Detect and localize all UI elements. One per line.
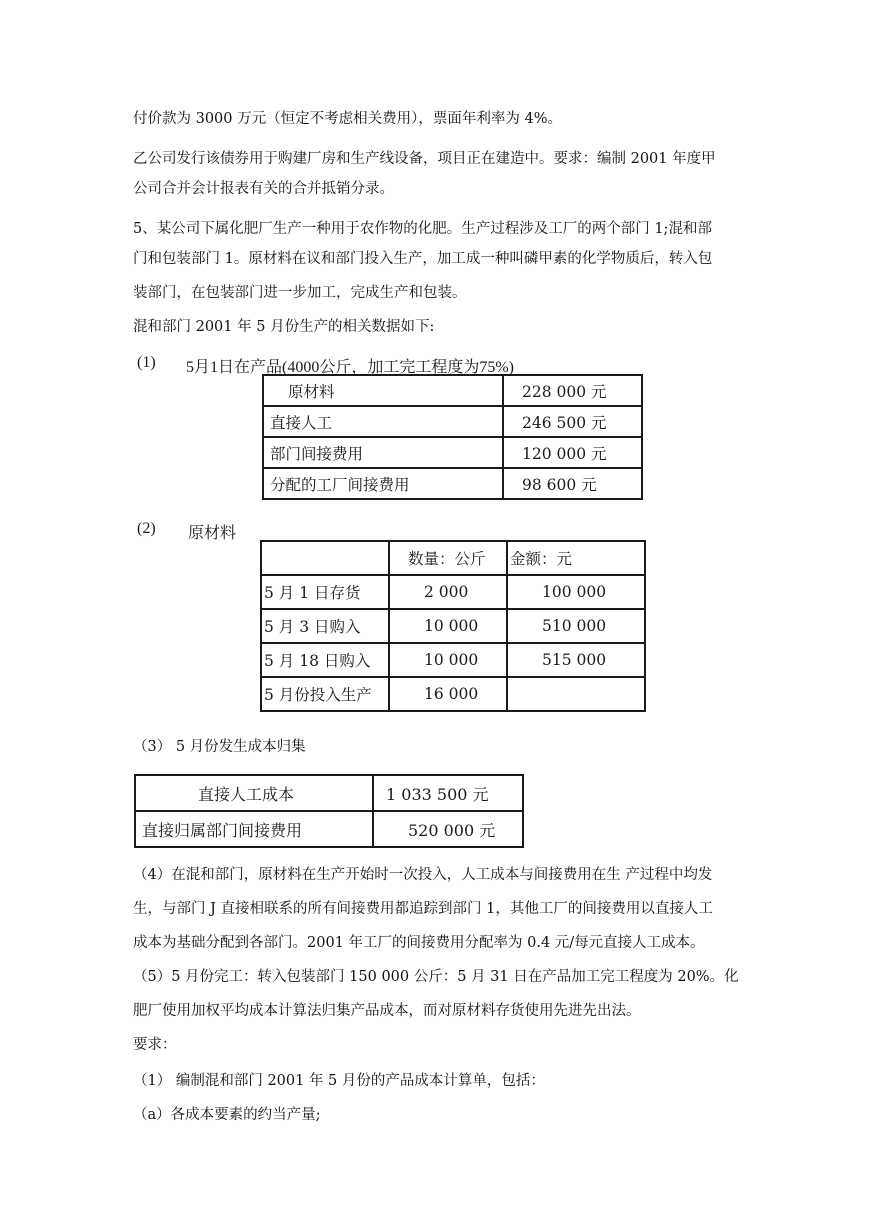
paragraph-item4-line2: 生，与部门 J 直接相联系的所有间接费用都追踪到部门 1，其他工厂的间接费用以直接人工 [133, 901, 713, 917]
table-cell-qty: 16 000 [389, 677, 507, 711]
table-header-cell: 数量：公斤 [389, 541, 507, 575]
table-header-cell: 金额：元 [507, 541, 645, 575]
table-cell-amount [507, 677, 645, 711]
table-cell-qty: 10 000 [389, 643, 507, 677]
paragraph-item4-line1: （4）在混和部门，原材料在生产开始时一次投入，人工成本与间接费用在生 产过程中均发 [133, 867, 713, 883]
table-cell-qty: 10 000 [389, 609, 507, 643]
table-cell-amount: 515 000 [507, 643, 645, 677]
table-row [135, 775, 523, 811]
table-cell-value: 1 033 500 元 [373, 775, 523, 811]
table-cell-value: 98 600 元 [503, 468, 642, 499]
table-cell-label: 5 月 3 日购入 [261, 609, 389, 643]
table-cell-value: 520 000 元 [373, 811, 523, 847]
paragraph-payment: 付价款为 3000 万元（恒定不考虑相关费用），票面年利率为 4%。 [133, 111, 562, 127]
table-cell-amount: 100 000 [507, 575, 645, 609]
section1-number: (1) [137, 354, 156, 371]
paragraph-item5-line1: （5）5 月份完工：转入包装部门 150 000 公斤：5 月 31 日在产品加工完工程度为 20%。化 [133, 969, 739, 985]
section3-heading: （3） 5 月份发生成本归集 [133, 739, 306, 755]
table-cell-label: 直接人工成本 [135, 775, 373, 811]
section2-title: 原材料 [188, 525, 237, 542]
section1-title: 5月1日在产品(4000公斤，加工完工程度为75%) [186, 359, 514, 376]
table-row [261, 575, 645, 609]
paragraph-item4-line3: 成本为基础分配到各部门。2001 年工厂的间接费用分配率为 0.4 元/每元直接人工成本。 [133, 935, 705, 951]
paragraph-item5-line2: 肥厂使用加权平均成本计算法归集产品成本，而对原材料存货使用先进先出法。 [133, 1003, 641, 1019]
requirement-1: （1） 编制混和部门 2001 年 5 月份的产品成本计算单，包括： [133, 1073, 545, 1089]
table-row [263, 437, 642, 468]
paragraph-question5-line2: 门和包装部门 1。原材料在议和部门投入生产，加工成一种叫磷甲素的化学物质后，转入包 [133, 251, 713, 267]
table-cell-amount: 510 000 [507, 609, 645, 643]
table-cell-label: 5 月 1 日存货 [261, 575, 389, 609]
paragraph-bond-use-line1: 乙公司发行该债券用于购建厂房和生产线设备，项目正在建造中。要求：编制 2001 年度甲 [133, 151, 716, 167]
paragraph-bond-use-line2: 公司合并会计报表有关的合并抵销分录。 [133, 181, 394, 197]
table-cell-qty: 2 000 [389, 575, 507, 609]
table-cell-label: 5 月 18 日购入 [261, 643, 389, 677]
section2-number: (2) [137, 520, 156, 537]
table-cell-label: 分配的工厂间接费用 [263, 468, 503, 499]
cost-collection-table [134, 774, 524, 848]
table-cell-label: 直接人工 [263, 406, 503, 437]
table-row [135, 811, 523, 847]
paragraph-question5-line1: 5、某公司下属化肥厂生产一种用于农作物的化肥。生产过程涉及工厂的两个部门 1;混和部 [133, 221, 712, 237]
table-cell-label: 部门间接费用 [263, 437, 503, 468]
paragraph-question5-line3: 装部门，在包装部门进一步加工，完成生产和包装。 [133, 285, 467, 301]
requirement-1a: （a）各成本要素的约当产量; [133, 1107, 321, 1123]
table-row [261, 677, 645, 711]
table-row [263, 468, 642, 499]
table-row [261, 643, 645, 677]
raw-material-table [260, 540, 646, 712]
table-cell-label: 原材料 [263, 375, 503, 406]
table-cell-label: 直接归属部门间接费用 [135, 811, 373, 847]
requirements-heading: 要求： [133, 1037, 177, 1053]
paragraph-data-intro: 混和部门 2001 年 5 月份生产的相关数据如下: [133, 319, 435, 335]
table-row [263, 406, 642, 437]
table-cell-value: 120 000 元 [503, 437, 642, 468]
wip-opening-table [262, 374, 643, 500]
table-row [263, 375, 642, 406]
table-cell-label: 5 月份投入生产 [261, 677, 389, 711]
table-cell-value: 246 500 元 [503, 406, 642, 437]
table-header-cell [261, 541, 389, 575]
table-row [261, 609, 645, 643]
table-cell-value: 228 000 元 [503, 375, 642, 406]
table-header-row [261, 541, 645, 575]
